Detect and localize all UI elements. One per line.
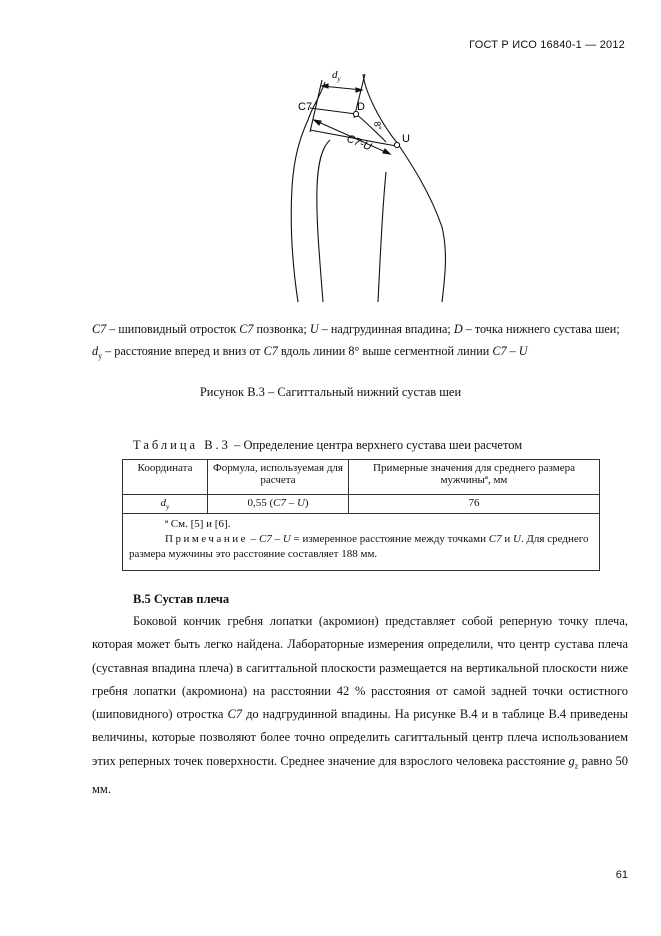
inner-contour (317, 140, 330, 302)
table-note: Примечание – C7 – U = измеренное расстояние между точками C7 и U. Для среднего размера мужчины это расстояние составляет 188 мм. (129, 533, 589, 561)
angle-label: 8° (372, 120, 384, 131)
table-header-row (123, 460, 600, 495)
section-title: В.5 Сустав плеча (133, 592, 230, 606)
calculation-table (122, 459, 600, 571)
point-u (394, 142, 399, 147)
u-label: U (402, 133, 410, 145)
header-formula: Формула, используемая для расчета (208, 460, 349, 495)
table-note-cell (123, 514, 600, 571)
document-code: ГОСТ Р ИСО 16840-1 — 2012 (469, 39, 625, 51)
chest-contour (378, 172, 386, 302)
figure-legend (92, 318, 642, 367)
sagittal-neck-figure (270, 62, 480, 307)
cell-coordinate: $d_y$ (123, 495, 208, 514)
section-paragraph: Боковой кончик гребня лопатки (акромион) представляет собой реперную точку плеча, которая может быть легко найдена. Лабораторные измерения определили, что центр сустава плеча (суставная впадина плеча) в сагиттальной плоскости размещается на вертикальной плоскости ниже гребня лопатки (акромиона) на расстоянии 42 % расстояния от самой задней точки остистного (шиповидного) отростка C7 до надгрудинной впадины. На рисунке В.4 и в таблице В.4 приведены величины, которые позволяют более точно определить сагиттальный центр плеча использованием этих реперных точек поверхности. Среднее значение для взрослого человека расстояние $g_z$ равно 50 мм. (92, 614, 629, 796)
table-footnote: ª См. [5] и [6]. (165, 518, 231, 531)
header-coordinate: Координата (123, 460, 208, 495)
cell-formula: 0,55 (C7 – U) (208, 495, 349, 514)
dy-line (310, 108, 356, 114)
table-title: Таблица В.3 – Определение центра верхнего сустава шеи расчетом (133, 438, 523, 452)
c7-label: C7 (298, 101, 313, 113)
header-values: Примерные значения для среднего размера мужчиныª, мм (349, 460, 600, 495)
cell-value: 76 (349, 495, 600, 514)
table-note-row (123, 514, 600, 571)
legend-line-1: C7 – шиповидный отросток C7 позвонка; U – надгрудинная впадина; D – точка нижнего сустава шеи; (92, 322, 620, 336)
d-label: D (357, 101, 365, 113)
figure-title: Рисунок В.3 – Сагиттальный нижний сустав шеи (199, 385, 462, 399)
dy-label: $d_y$ (332, 69, 341, 83)
table-row (123, 495, 600, 514)
front-contour (363, 74, 445, 302)
page-number: 61 (615, 869, 628, 881)
legend-line-2: $d_y$ – расстояние вперед и вниз от C7 вдоль линии 8° выше сегментной линии C7 – U (92, 344, 528, 361)
c7u-label: C7-U (344, 132, 374, 154)
